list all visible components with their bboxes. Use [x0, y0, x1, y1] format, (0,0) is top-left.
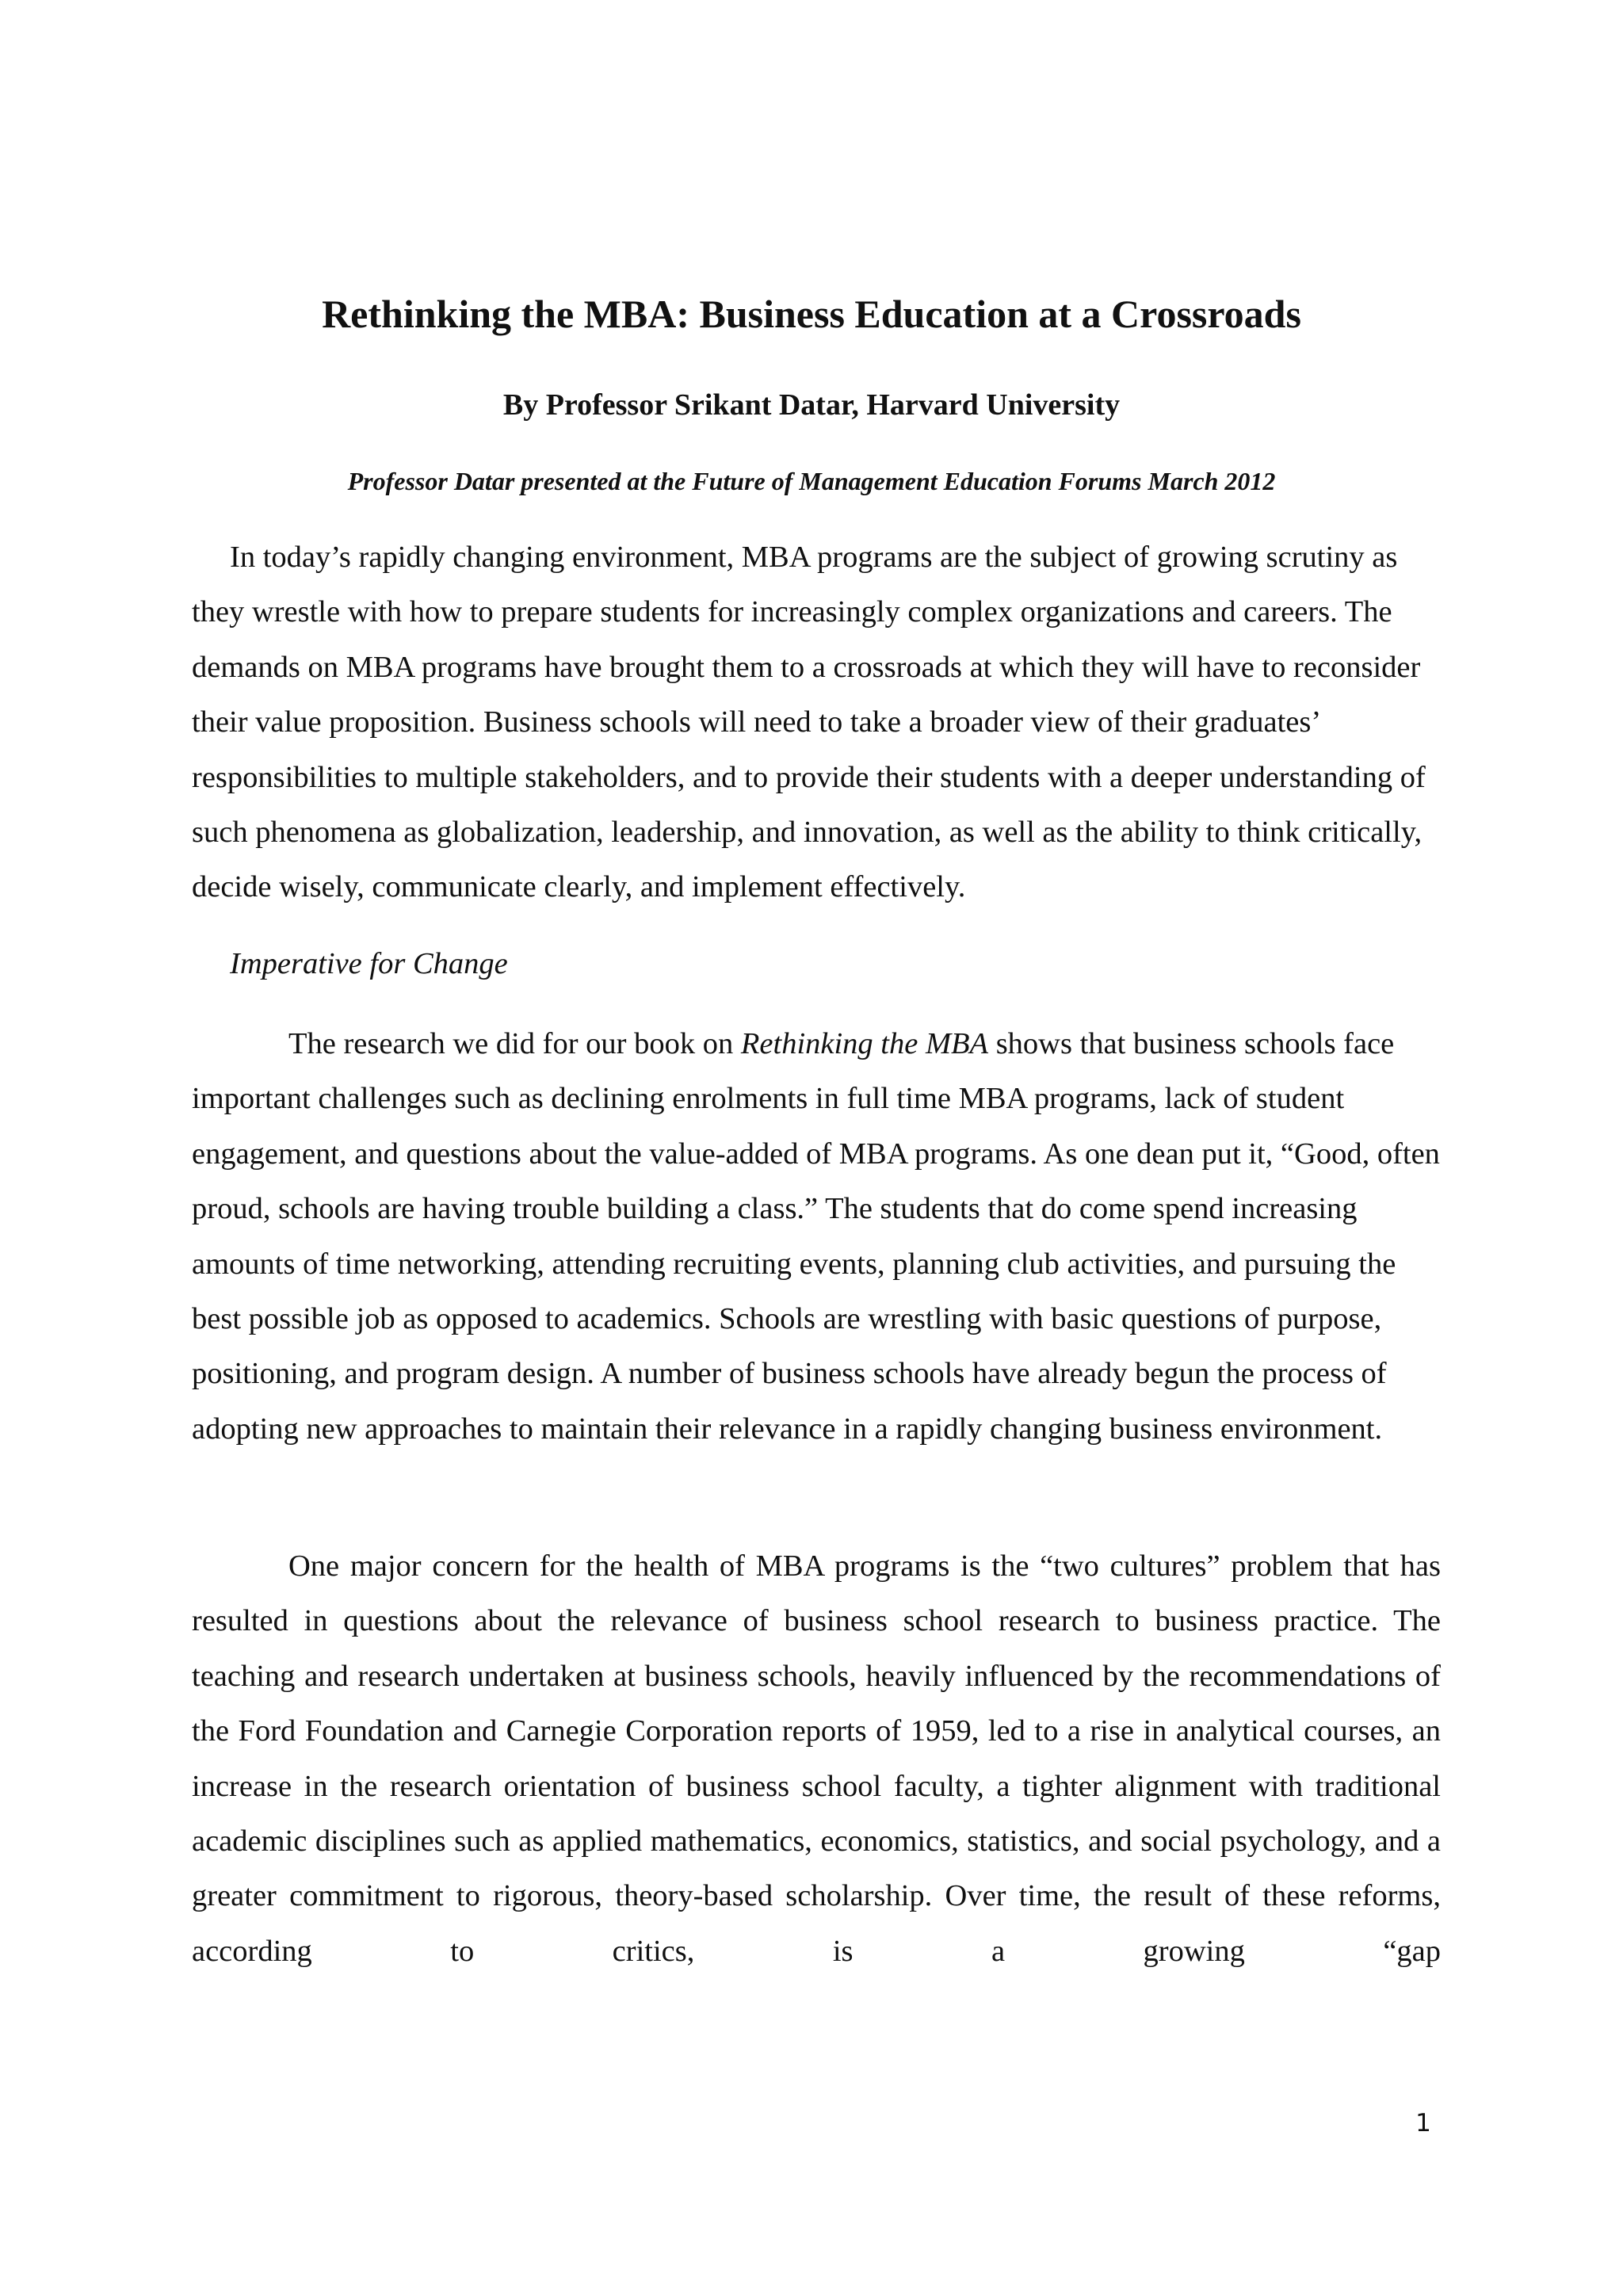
document-title: Rethinking the MBA: Business Education at a Crossroads	[322, 292, 1301, 336]
page-number: 1	[1415, 2109, 1431, 2137]
research-text-after: shows that business schools face important challenges such as declining enrolments in full time MBA programs, lack of student engagement, and questions about the value-added of MBA programs. As one dean put it, “Good, often proud, schools are having trouble building a class.” The students that do come spend increasing amounts of time networking, attending recruiting events, planning club activities, and pursuing the best possible job as opposed to academics. Schools are wrestling with basic questions of purpose, positioning, and program design. A number of business schools have already begun the process of adopting new approaches to maintain their relevance in a rapidly changing business environment.	[192, 1027, 1440, 1446]
author-byline: By Professor Srikant Datar, Harvard University	[502, 388, 1121, 422]
section-heading: Imperative for Change	[230, 947, 508, 980]
research-paragraph	[192, 1017, 1441, 1457]
concern-paragraph: One major concern for the health of MBA programs is the “two cultures” problem that has resulted in questions about the relevance of business school research to business practice. The teaching and research undertaken at business schools, heavily influenced by the recommendations of the Ford Foundation and Carnegie Corporation reports of 1959, led to a rise in analytical courses, an increase in the research orientation of business school faculty, a tighter alignment with traditional academic disciplines such as applied mathematics, economics, statistics, and social psychology, and a greater commitment to rigorous, theory-based scholarship. Over time, the result of these reforms, according to critics, is a growing “gap	[192, 1549, 1441, 1968]
research-text-before: The research we did for our book on	[288, 1027, 741, 1060]
intro-paragraph: In today’s rapidly changing environment, MBA programs are the subject of growing scrutiny as they wrestle with how to prepare students for increasingly complex organizations and careers. The demands on MBA programs have brought them to a crossroads at which they will have to reconsider their value proposition. Business schools will need to take a broader view of their graduates’ responsibilities to multiple stakeholders, and to provide their students with a deeper understanding of such phenomena as globalization, leadership, and innovation, as well as the ability to think critically, decide wisely, communicate clearly, and implement effectively.	[192, 541, 1426, 904]
book-title: Rethinking the MBA	[740, 1027, 989, 1060]
presentation-note: Professor Datar presented at the Future of Management Education Forums March 2012	[347, 467, 1276, 495]
